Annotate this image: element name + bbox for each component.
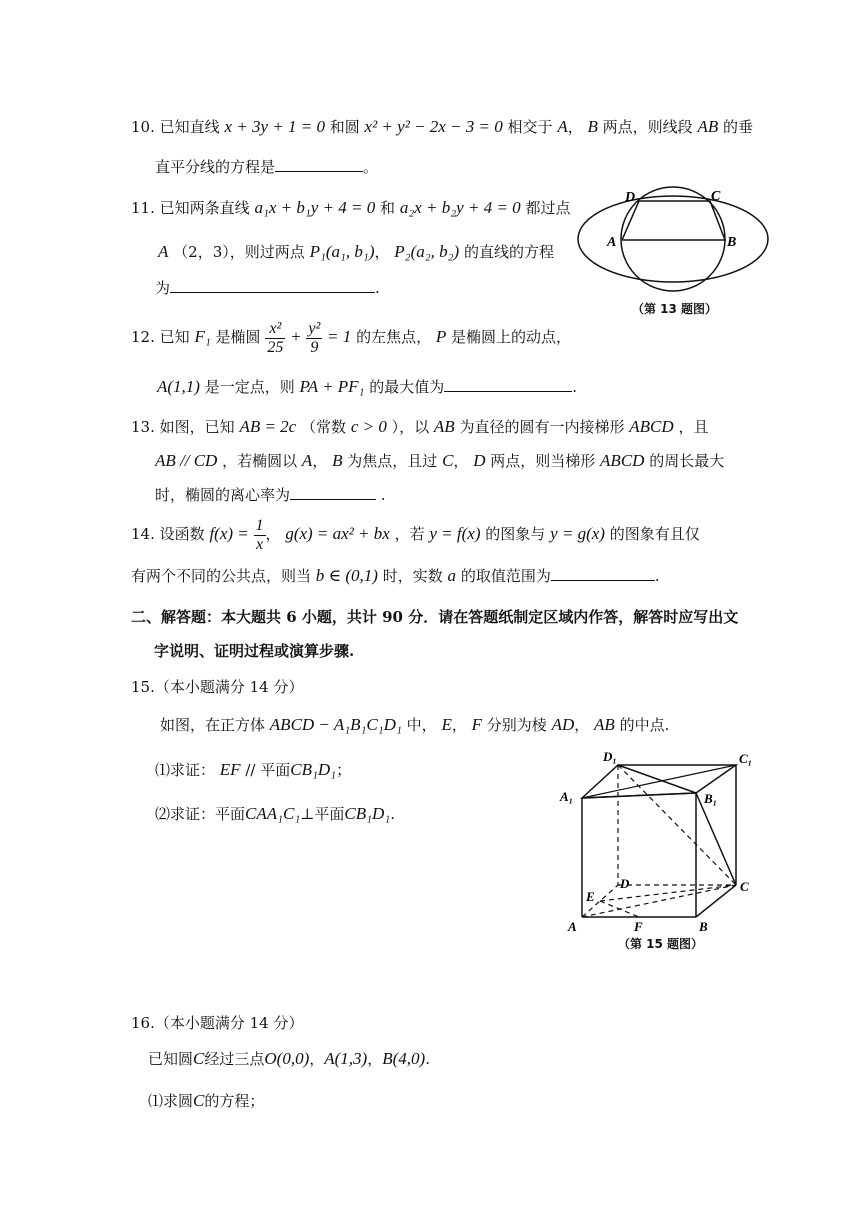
label-D: D <box>620 876 630 891</box>
fraction-x: $\frac{\text{x²}}{25}$ <box>267 319 284 356</box>
q10-number: 10. <box>131 118 155 136</box>
answer-blank <box>551 566 655 581</box>
q11-line1: 11. 已知两条直线 a₁x + b₁y + 4 = 0 和 a₂x + b₂y + 4 = 0 都过点 <box>131 198 571 217</box>
label-B: B <box>699 919 708 934</box>
q13-line3: 时，椭圆的离心率为 . <box>155 486 386 504</box>
q15-header: 15.（本小题满分 14 分） <box>131 678 304 696</box>
cube-diagram <box>556 745 776 955</box>
label-F: F <box>634 919 643 934</box>
figure-13-caption: （第 13 题图） <box>632 302 718 316</box>
q16-part1: ⑴求圆C的方程； <box>148 1091 265 1110</box>
label-D1: D₁ <box>603 749 617 764</box>
figure-15 <box>556 745 776 955</box>
q16-statement: 已知圆C经过三点O(0,0)，A(1,3)，B(4,0). <box>148 1049 430 1068</box>
answer-blank <box>275 157 363 172</box>
answer-blank <box>444 377 572 392</box>
q12-line1: 12. 已知 F₁ 是椭圆 $\frac{\text{x²}}{25}$ + $\frac{\text{y²}}{9}$ = 1 的左焦点， P 是椭圆上的动点， <box>131 319 572 356</box>
answer-blank <box>170 278 375 293</box>
q16-header: 16.（本小题满分 14 分） <box>131 1014 304 1032</box>
q14-line1: 14. 设函数 f(x) = $\frac{1}{x}$ ， g(x) = ax² + bx ，若 y = f(x) 的图象与 y = g(x) 的图象有且仅 <box>131 516 700 553</box>
q11-line2: A （2，3），则过两点 P₁(a₁, b₁)， P₂(a₂, b₂) 的直线的方程 <box>158 242 555 261</box>
figure-13 <box>574 186 774 320</box>
label-A: A <box>607 235 617 250</box>
label-A: A <box>568 919 577 934</box>
fraction-1-over-x: $\frac{1}{x}$ <box>255 516 264 553</box>
answer-blank <box>290 485 376 500</box>
figure-15-caption: （第 15 题图） <box>618 937 704 951</box>
q10-circle-eq: x² + y² − 2x − 3 = 0 <box>364 117 503 136</box>
label-D: D <box>625 190 636 205</box>
label-E: E <box>586 889 595 904</box>
q10-line1: 10. 已知直线 x + 3y + 1 = 0 和圆 x² + y² − 2x − 3 = 0 相交于 A， B 两点，则线段 AB 的垂 <box>131 117 754 136</box>
label-B1: B₁ <box>704 791 718 806</box>
q15-statement: 如图，在正方体 ABCD − A₁B₁C₁D₁ 中， E， F 分别为棱 AD， AB 的中点. <box>160 715 670 734</box>
q10-line-eq: x + 3y + 1 = 0 <box>224 117 325 136</box>
label-C1: C₁ <box>739 751 753 766</box>
label-A1: A₁ <box>560 789 574 804</box>
q11-line3: 为 . <box>155 279 380 297</box>
q14-line2: 有两个不同的公共点，则当 b ∈ (0,1) 时，实数 a 的取值范围为 . <box>131 566 660 585</box>
label-C: C <box>711 189 721 204</box>
label-C: C <box>740 879 749 894</box>
q10-line2: 直平分线的方程是 。 <box>155 158 379 176</box>
section-2-line2: 字说明、证明过程或演算步骤. <box>154 642 355 660</box>
fraction-y: $\frac{\text{y²}}{9}$ <box>308 319 321 356</box>
q13-line2: AB // CD ，若椭圆以 A， B 为焦点，且过 C， D 两点，则当梯形 ABCD 的周长最大 <box>155 451 725 470</box>
q15-part1: ⑴求证： EF // 平面CB₁D₁； <box>155 760 352 779</box>
q15-part2: ⑵求证：平面CAA₁C₁⊥平面CB₁D₁. <box>155 804 396 823</box>
q12-line2: A(1,1) 是一定点，则 PA + PF₁ 的最大值为 . <box>157 377 578 396</box>
section-2-line1: 二、解答题：本大题共 6 小题，共计 90 分．请在答题纸制定区域内作答，解答时应写出文 <box>131 608 739 626</box>
q13-line1: 13. 如图，已知 AB = 2c （常数 c > 0 ），以 AB 为直径的圆有一内接梯形 ABCD ，且 <box>131 417 709 436</box>
label-B: B <box>727 235 737 250</box>
